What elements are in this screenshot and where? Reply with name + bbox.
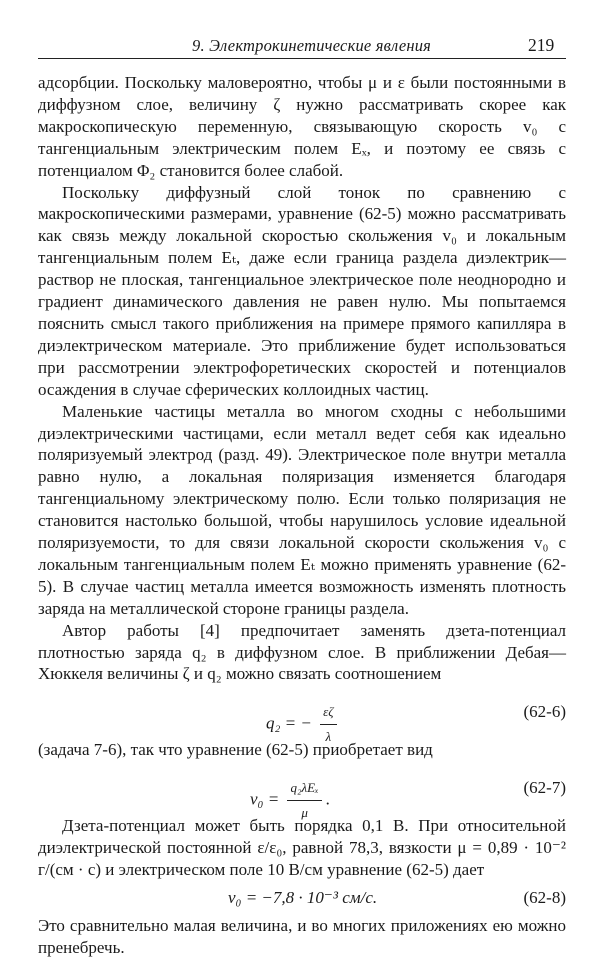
equation-62-7-label: (62-7) bbox=[523, 778, 566, 798]
equation-62-6-lhs: q₂ = − bbox=[266, 713, 312, 733]
page-header bbox=[0, 32, 600, 58]
header-rule bbox=[38, 58, 566, 59]
equation-62-7-numerator: q₂λEₓ bbox=[287, 777, 321, 801]
page-number: 219 bbox=[528, 35, 555, 55]
main-text bbox=[38, 72, 566, 959]
equation-62-7-tail: . bbox=[325, 789, 331, 809]
equation-62-7 bbox=[38, 767, 566, 821]
equation-62-6-denominator: λ bbox=[325, 729, 332, 745]
paragraph-2: Поскольку диффузный слой тонок по сравнению с макроскопическими размерами, уравнение (62-5) можно рассматривать как связь между локальной скоростью скольжения v₀ и локальным тангенциальным полем Eₜ, даже если граница раздела диэлектрик—раствор не плоская, тангенциальное электрическое поле неоднородно и градиент динамического давления не равен нулю. Мы попытаемся пояснить смысл такого приближения на примере прямого капилляра в диэлектрическом материале. Это приближение будет использоваться при рассмотрении электрофоретических скоростей и потенциалов осаждения в случае сферических коллоидных частиц. bbox=[38, 182, 566, 399]
equation-62-8 bbox=[38, 883, 566, 913]
equation-62-6-math bbox=[266, 701, 337, 748]
equation-62-7-math bbox=[250, 777, 330, 824]
equation-62-7-lhs: v₀ = bbox=[250, 789, 280, 809]
paragraph-1: адсорбции. Поскольку маловероятно, чтобы μ и ε были постоянными в диффузном слое, величину ζ нужно рассматривать скорее как макроскопическую переменную, связывающую скорость v₀ с тангенциальным электрическим полем Eₓ, и поэтому ее связь с потенциалом Φ₂ становится более слабой. bbox=[38, 73, 566, 180]
equation-62-7-fraction bbox=[287, 777, 321, 824]
equation-62-6 bbox=[38, 691, 566, 745]
paragraph-3: Маленькие частицы металла во многом сходны с небольшими диэлектрическими частицами, если металл ведет себя как идеально поляризуемый электрод (разд. 49). Электрическое поле внутри металла равно нулю, а локальная поляризация изменяется благодаря тангенциальному электрическому полю. Если только поляризация не становится настолько большой, чтобы нарушилось условие идеальной поляризуемости, то для связи локальной скорости скольжения v₀ с локальным тангенциальным полем Eₜ можно применять уравнение (62-5). В случае частиц металла имеется возможность изменять плотность заряда на металлической стороне границы раздела. bbox=[38, 401, 566, 618]
equation-62-6-fraction bbox=[320, 701, 336, 748]
equation-62-6-numerator: εζ bbox=[320, 701, 336, 725]
paragraph-4: Автор работы [4] предпочитает заменять дзета-потенциал плотностью заряда q₂ в диффузном слое. В приближении Дебая—Хюккеля величины ζ и q₂ можно связать соотношением bbox=[38, 620, 566, 684]
equation-62-8-math: v₀ = −7,8 · 10⁻³ см/с. bbox=[228, 888, 378, 907]
paragraph-5: (задача 7-6), так что уравнение (62-5) приобретает вид bbox=[38, 740, 433, 760]
paragraph-6: Дзета-потенциал может быть порядка 0,1 В. При относительной диэлектрической постоянной ε/ε₀, равной 78,3, вязкости μ = 0,89 · 10⁻² г/(см · с) и электрическом поле 10 В/см уравнение (62-5) дает bbox=[38, 816, 566, 880]
equation-62-8-label: (62-8) bbox=[523, 888, 566, 907]
equation-62-6-label: (62-6) bbox=[523, 702, 566, 722]
equation-62-7-denominator: μ bbox=[301, 805, 308, 821]
paragraph-7: Это сравнительно малая величина, и во многих приложениях ею можно пренебречь. bbox=[38, 916, 566, 957]
running-title: 9. Электрокинетические явления bbox=[192, 36, 432, 55]
